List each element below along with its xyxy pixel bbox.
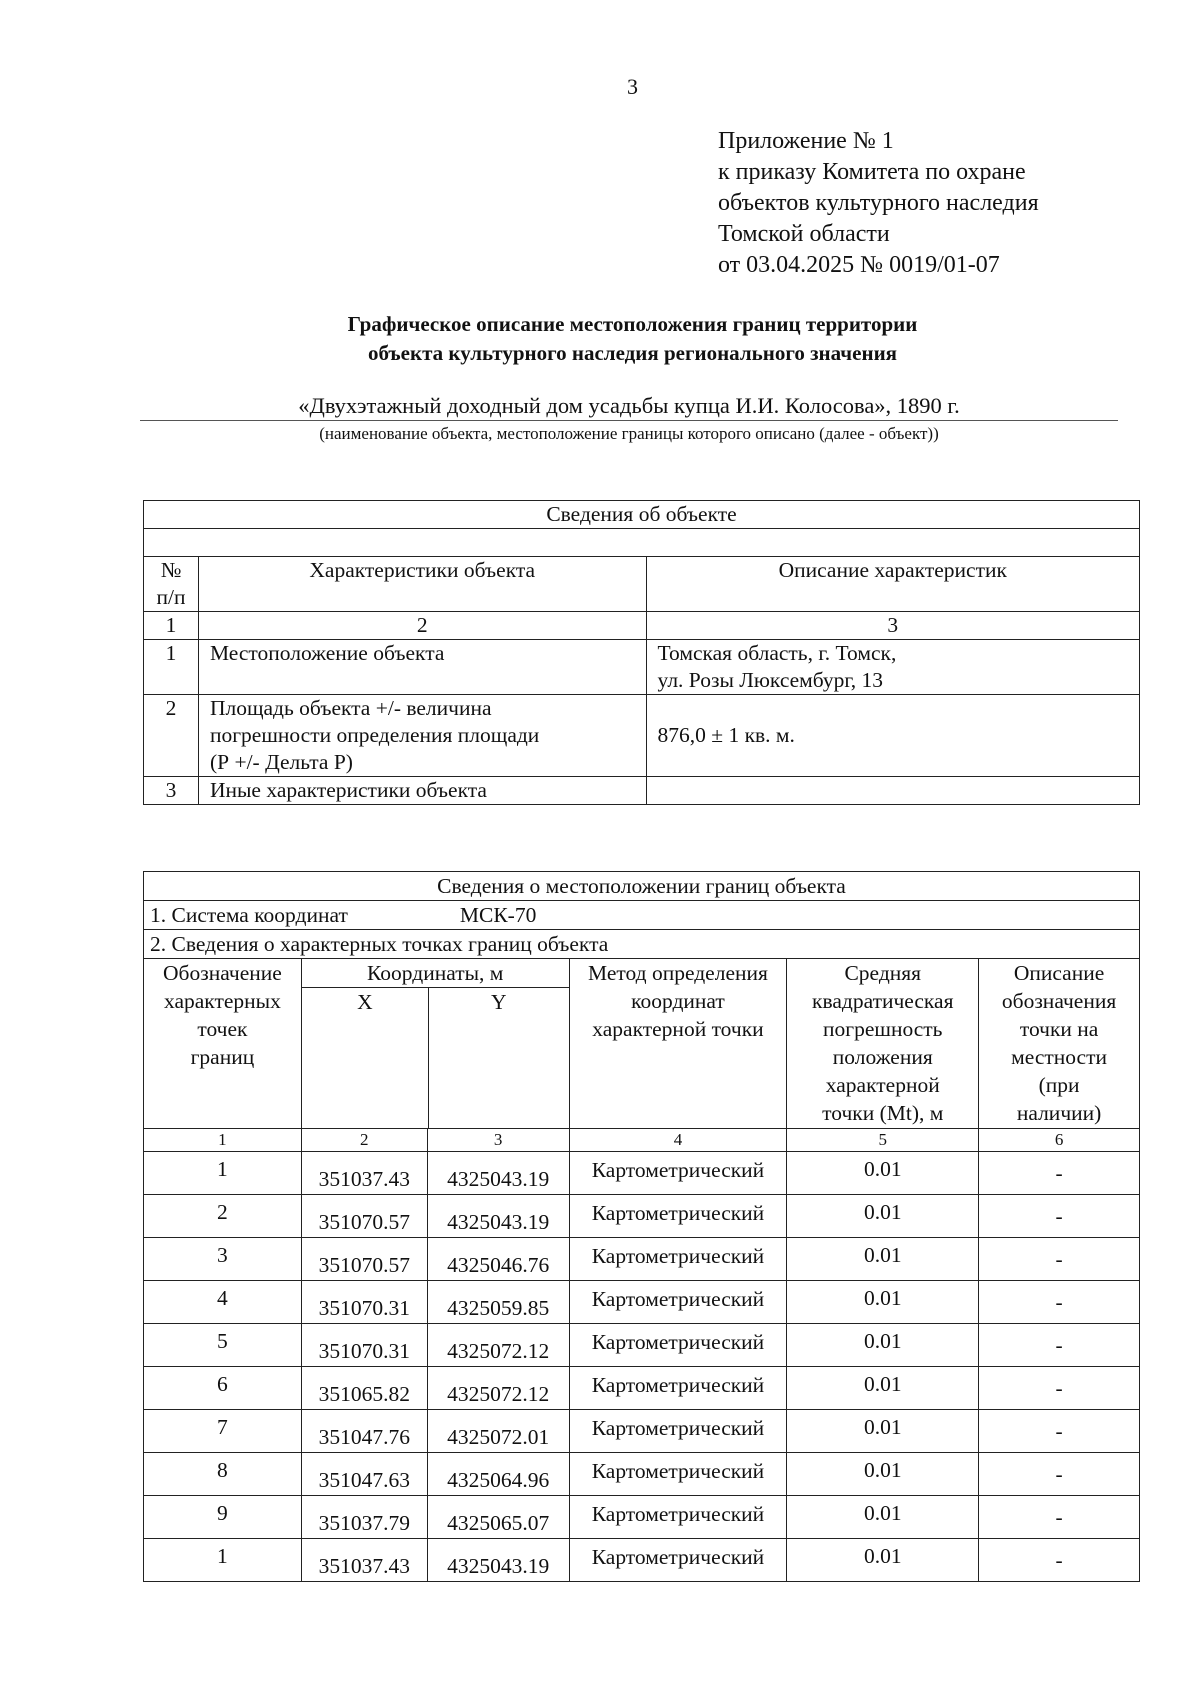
col-num: 5 [787, 1129, 979, 1152]
point-y: 4325043.19 [427, 1195, 569, 1238]
point-y: 4325043.19 [427, 1539, 569, 1582]
table-heading: Сведения об объекте [144, 501, 1140, 529]
point-method: Картометрический [569, 1539, 787, 1582]
point-x: 351037.43 [301, 1539, 427, 1582]
point-y: 4325046.76 [427, 1238, 569, 1281]
point-method: Картометрический [569, 1152, 787, 1195]
coord-system-value: МСК-70 [459, 903, 537, 927]
point-x: 351070.31 [301, 1281, 427, 1324]
points-label-row [144, 930, 1140, 959]
characteristic-line: Площадь объекта +/- величина [209, 696, 492, 720]
table-row [144, 1539, 1140, 1582]
point-mt: 0.01 [787, 1281, 979, 1324]
table-row [144, 695, 1140, 777]
description-line: Томская область, г. Томск, [657, 641, 897, 665]
point-method: Картометрический [569, 1238, 787, 1281]
table-row [144, 1195, 1140, 1238]
point-description: - [979, 1539, 1140, 1582]
row-description: 876,0 ± 1 кв. м. [646, 695, 1139, 777]
point-description: - [979, 1367, 1140, 1410]
point-designation: 8 [144, 1453, 302, 1496]
point-x: 351070.57 [301, 1238, 427, 1281]
table-spacer-row [144, 529, 1140, 557]
table-row [144, 1281, 1140, 1324]
col-num: 4 [569, 1129, 787, 1152]
row-description [646, 777, 1139, 805]
col-num: 2 [301, 1129, 427, 1152]
point-x: 351047.63 [301, 1453, 427, 1496]
table-heading: Сведения о местоположении границ объекта [144, 872, 1140, 901]
point-y: 4325059.85 [427, 1281, 569, 1324]
appendix-block [718, 126, 1039, 281]
table-row [144, 1324, 1140, 1367]
point-x: 351070.57 [301, 1195, 427, 1238]
header-characteristics: Характеристики объекта [198, 557, 646, 612]
header-line: характерных [163, 989, 281, 1013]
header-coords-label: Координаты, м [302, 959, 569, 988]
point-description: - [979, 1152, 1140, 1195]
table-heading-row [144, 501, 1140, 529]
col-num: 2 [198, 612, 646, 640]
point-description: - [979, 1281, 1140, 1324]
point-y: 4325072.12 [427, 1367, 569, 1410]
coord-system-row [144, 901, 1140, 930]
col-num: 1 [144, 1129, 302, 1152]
point-method: Картометрический [569, 1410, 787, 1453]
points-label: 2. Сведения о характерных точках границ объекта [144, 930, 1140, 959]
point-description: - [979, 1410, 1140, 1453]
row-characteristic [198, 695, 646, 777]
coord-system-label: 1. Система координат [150, 903, 348, 927]
coord-system-cell [144, 901, 1140, 930]
col-num: 3 [646, 612, 1139, 640]
point-designation: 9 [144, 1496, 302, 1539]
point-y: 4325043.19 [427, 1152, 569, 1195]
point-mt: 0.01 [787, 1496, 979, 1539]
row-no: 3 [144, 777, 199, 805]
row-characteristic: Местоположение объекта [198, 640, 646, 695]
point-description: - [979, 1195, 1140, 1238]
point-method: Картометрический [569, 1281, 787, 1324]
col-num: 6 [979, 1129, 1140, 1152]
column-numbers-row [144, 612, 1140, 640]
point-designation: 5 [144, 1324, 302, 1367]
row-no: 1 [144, 640, 199, 695]
table-row [144, 1367, 1140, 1410]
header-line: квадратическая [812, 989, 954, 1013]
table-row [144, 1410, 1140, 1453]
appendix-line: Томской области [718, 221, 890, 247]
table-header-row [144, 959, 1140, 1129]
point-x: 351037.43 [301, 1152, 427, 1195]
header-line: Метод определения [588, 961, 768, 985]
spacer-cell [144, 529, 1140, 557]
appendix-line: от 03.04.2025 № 0019/01-07 [718, 252, 1000, 278]
characteristic-line: погрешности определения площади [209, 723, 540, 747]
header-line: погрешность [823, 1017, 943, 1041]
point-method: Картометрический [569, 1453, 787, 1496]
point-x: 351047.76 [301, 1410, 427, 1453]
header-no: № п/п [144, 557, 199, 612]
table-row [144, 777, 1140, 805]
table-row [144, 1238, 1140, 1281]
point-y: 4325072.01 [427, 1410, 569, 1453]
header-line: точки (Mt), м [822, 1101, 944, 1125]
column-numbers-row [144, 1129, 1140, 1152]
header-line: точки на [1019, 1017, 1099, 1041]
points-body [144, 1152, 1140, 1582]
point-mt: 0.01 [787, 1152, 979, 1195]
col-num: 3 [427, 1129, 569, 1152]
header-designation [144, 959, 302, 1129]
header-line: Средняя [844, 961, 922, 985]
table-heading-row [144, 872, 1140, 901]
point-description: - [979, 1496, 1140, 1539]
header-line: границ [190, 1045, 255, 1069]
header-line: Описание [1013, 961, 1105, 985]
point-designation: 7 [144, 1410, 302, 1453]
header-line: Обозначение [163, 961, 282, 985]
table-row [144, 640, 1140, 695]
header-line: наличии) [1016, 1101, 1102, 1125]
row-characteristic: Иные характеристики объекта [198, 777, 646, 805]
point-x: 351070.31 [301, 1324, 427, 1367]
header-method [569, 959, 787, 1129]
page-number: 3 [627, 74, 638, 99]
point-mt: 0.01 [787, 1367, 979, 1410]
table-row [144, 1152, 1140, 1195]
object-caption: (наименование объекта, местоположение границы которого описано (далее - объект)) [319, 424, 939, 443]
point-y: 4325064.96 [427, 1453, 569, 1496]
row-description [646, 640, 1139, 695]
header-line: характерной точки [592, 1017, 764, 1041]
point-method: Картометрический [569, 1496, 787, 1539]
document-title [0, 310, 1200, 368]
header-line: координат [631, 989, 725, 1013]
point-designation: 2 [144, 1195, 302, 1238]
object-name: «Двухэтажный доходный дом усадьбы купца И.И. Колосова», 1890 г. [140, 393, 1118, 421]
point-description: - [979, 1238, 1140, 1281]
object-info-table [143, 500, 1140, 805]
col-num: 1 [144, 612, 199, 640]
header-error [787, 959, 979, 1129]
header-line: местности [1011, 1045, 1107, 1069]
header-line: точек [197, 1017, 248, 1041]
point-y: 4325072.12 [427, 1324, 569, 1367]
point-description: - [979, 1453, 1140, 1496]
point-mt: 0.01 [787, 1195, 979, 1238]
header-line: характерной [825, 1073, 940, 1097]
appendix-line: объектов культурного наследия [718, 190, 1039, 216]
point-mt: 0.01 [787, 1410, 979, 1453]
point-designation: 4 [144, 1281, 302, 1324]
table-header-row [144, 557, 1140, 612]
point-method: Картометрический [569, 1195, 787, 1238]
title-line-2: объекта культурного наследия регионального значения [367, 341, 898, 365]
point-designation: 1 [144, 1152, 302, 1195]
header-line: (при [1038, 1073, 1080, 1097]
header-coordinates [301, 959, 569, 1129]
header-x: X [302, 988, 429, 1128]
header-line: обозначения [1001, 989, 1117, 1013]
boundary-points-table [143, 871, 1140, 1582]
header-description: Описание характеристик [646, 557, 1139, 612]
point-designation: 6 [144, 1367, 302, 1410]
title-line-1: Графическое описание местоположения границ территории [347, 312, 918, 336]
header-y: Y [490, 990, 507, 1014]
point-y: 4325065.07 [427, 1496, 569, 1539]
point-mt: 0.01 [787, 1324, 979, 1367]
point-description: - [979, 1324, 1140, 1367]
header-line: положения [832, 1045, 933, 1069]
point-x: 351037.79 [301, 1496, 427, 1539]
header-description [979, 959, 1140, 1129]
row-no: 2 [144, 695, 199, 777]
appendix-line: к приказу Комитета по охране [718, 159, 1026, 185]
point-mt: 0.01 [787, 1453, 979, 1496]
table-row [144, 1496, 1140, 1539]
point-method: Картометрический [569, 1367, 787, 1410]
appendix-line: Приложение № 1 [718, 128, 894, 154]
point-mt: 0.01 [787, 1238, 979, 1281]
description-line: ул. Розы Люксембург, 13 [657, 668, 884, 692]
point-mt: 0.01 [787, 1539, 979, 1582]
point-method: Картометрический [569, 1324, 787, 1367]
point-designation: 3 [144, 1238, 302, 1281]
point-designation: 1 [144, 1539, 302, 1582]
table-row [144, 1453, 1140, 1496]
characteristic-line: (Р +/- Дельта Р) [209, 750, 353, 774]
point-x: 351065.82 [301, 1367, 427, 1410]
